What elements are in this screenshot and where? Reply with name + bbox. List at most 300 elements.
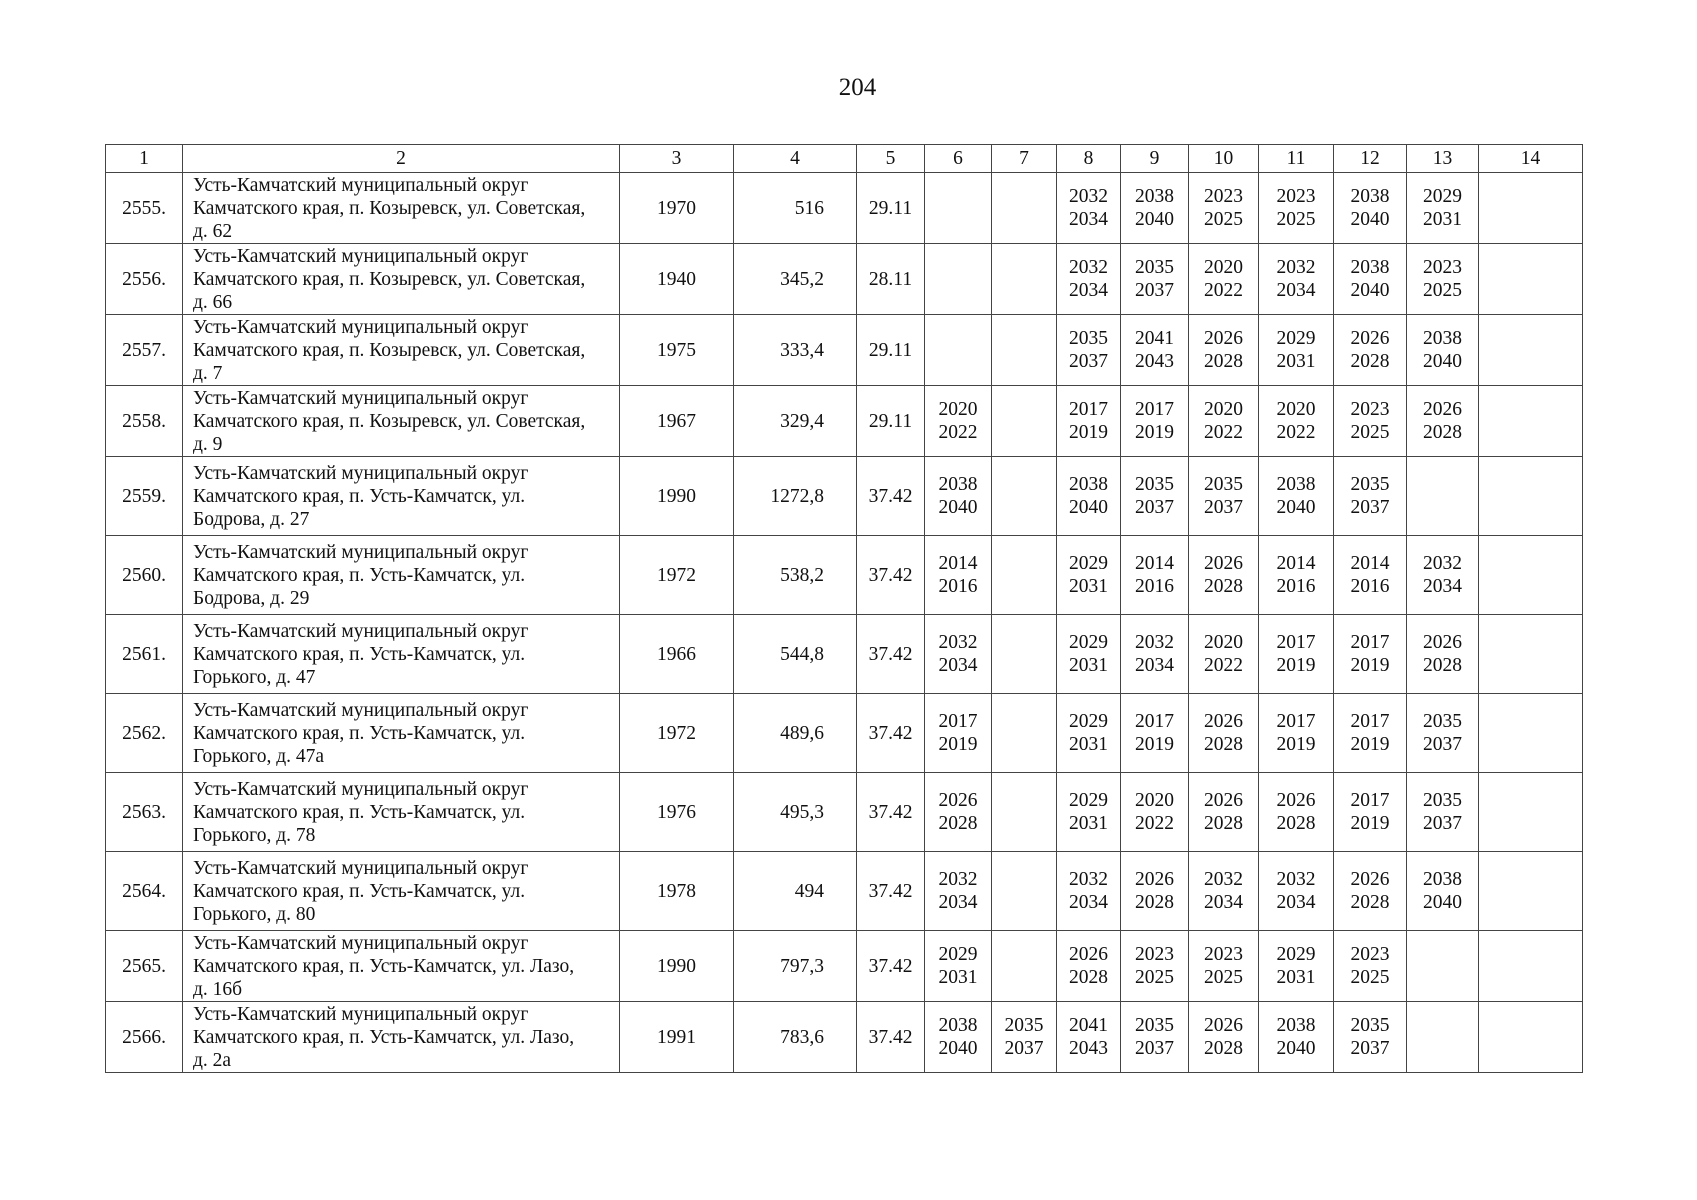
address-line: Камчатского края, п. Козыревск, ул. Советская,: [193, 410, 586, 432]
period-year: 2022: [938, 422, 978, 443]
address-line: Усть-Камчатский муниципальный округ: [193, 932, 529, 954]
period-year: 2034: [1276, 892, 1316, 913]
row-number-cell: 2556.: [106, 244, 183, 315]
row-number-cell: 2560.: [106, 536, 183, 615]
period-cell-c12: [1334, 615, 1407, 694]
period-cell-c13: [1407, 694, 1479, 773]
row-number-cell: 2563.: [106, 773, 183, 852]
period-cell-c10: [1189, 615, 1259, 694]
period-cell-c9: [1121, 1002, 1189, 1073]
period-year: 2037: [1004, 1038, 1044, 1059]
wear-cell: 29.11: [857, 386, 925, 457]
period-year: 2038: [1276, 1015, 1316, 1036]
period-year: 2029: [1069, 711, 1108, 732]
period-year: 2026: [1204, 328, 1243, 349]
area-cell: 797,3: [734, 931, 857, 1002]
period-cell-c10: [1189, 694, 1259, 773]
period-cell-c8: [1057, 1002, 1121, 1073]
period-year: 2037: [1204, 497, 1243, 518]
address-cell: [183, 386, 620, 457]
period-year: 2022: [1204, 280, 1243, 301]
address-line: Камчатского края, п. Усть-Камчатск, ул.: [193, 564, 526, 586]
period-year: 2041: [1135, 328, 1174, 349]
period-year: 2026: [1276, 790, 1316, 811]
period-year: 2040: [1069, 497, 1108, 518]
period-year: 2038: [1423, 869, 1462, 890]
period-year: 2028: [1204, 1038, 1243, 1059]
period-cell-c13: [1407, 244, 1479, 315]
period-year: 2019: [1350, 734, 1390, 755]
address-cell: [183, 852, 620, 931]
period-year: 2035: [1135, 257, 1174, 278]
period-year: 2037: [1350, 1038, 1390, 1059]
period-year: 2025: [1204, 967, 1243, 988]
period-year: 2031: [1276, 967, 1316, 988]
empty-cell-14: [1479, 173, 1583, 244]
empty-cell-14: [1479, 315, 1583, 386]
period-year: 2017: [1135, 711, 1174, 732]
period-cell-c10: [1189, 457, 1259, 536]
period-year: 2025: [1276, 209, 1316, 230]
period-year: 2038: [1069, 474, 1108, 495]
period-cell-c13: [1407, 315, 1479, 386]
address-line: Камчатского края, п. Усть-Камчатск, ул.: [193, 801, 526, 823]
period-year: 2040: [938, 497, 978, 518]
table-row: [106, 173, 1583, 244]
period-year: 2014: [938, 553, 978, 574]
period-year: 2031: [1069, 734, 1108, 755]
empty-cell-14: [1479, 536, 1583, 615]
period-year: 2043: [1135, 351, 1174, 372]
period-year: 2032: [1423, 553, 1462, 574]
table-row: [106, 852, 1583, 931]
period-year: 2026: [1350, 328, 1390, 349]
period-cell-c8: [1057, 386, 1121, 457]
period-cell-c6: [925, 773, 992, 852]
address-cell: [183, 773, 620, 852]
period-cell-c6: [925, 694, 992, 773]
empty-cell-14: [1479, 694, 1583, 773]
period-cell-c9: [1121, 315, 1189, 386]
address-line: Усть-Камчатский муниципальный округ: [193, 1003, 529, 1025]
period-year: 2019: [1135, 422, 1174, 443]
period-year: 2029: [1276, 328, 1316, 349]
period-cell-c13: [1407, 931, 1479, 1002]
period-cell-c8: [1057, 173, 1121, 244]
wear-cell: 37.42: [857, 773, 925, 852]
address-line: Усть-Камчатский муниципальный округ: [193, 316, 529, 338]
wear-cell: 28.11: [857, 244, 925, 315]
period-year: 2023: [1350, 399, 1390, 420]
column-header: 14: [1479, 145, 1583, 173]
address-line: д. 2а: [193, 1049, 232, 1071]
period-cell-c8: [1057, 244, 1121, 315]
period-cell-c10: [1189, 244, 1259, 315]
period-cell-c11: [1259, 1002, 1334, 1073]
period-cell-c13: [1407, 852, 1479, 931]
address-line: Камчатского края, п. Усть-Камчатск, ул.: [193, 485, 526, 507]
period-cell-c12: [1334, 931, 1407, 1002]
period-cell-c13: [1407, 773, 1479, 852]
period-year: 2032: [1204, 869, 1243, 890]
area-cell: 544,8: [734, 615, 857, 694]
period-year: 2020: [938, 399, 978, 420]
period-cell-c8: [1057, 931, 1121, 1002]
period-cell-c6: [925, 536, 992, 615]
period-year: 2017: [938, 711, 978, 732]
address-cell: [183, 615, 620, 694]
period-cell-c6: [925, 244, 992, 315]
period-year: 2032: [1135, 632, 1174, 653]
period-year: 2031: [1276, 351, 1316, 372]
address-line: Усть-Камчатский муниципальный округ: [193, 387, 529, 409]
period-year: 2034: [1276, 280, 1316, 301]
period-cell-c10: [1189, 931, 1259, 1002]
address-line: Усть-Камчатский муниципальный округ: [193, 174, 529, 196]
period-year: 2022: [1135, 813, 1174, 834]
empty-cell-14: [1479, 1002, 1583, 1073]
year-built-cell: 1990: [620, 931, 734, 1002]
period-year: 2020: [1204, 632, 1243, 653]
period-year: 2028: [938, 813, 978, 834]
period-year: 2023: [1276, 186, 1316, 207]
period-cell-c8: [1057, 457, 1121, 536]
column-header: 7: [992, 145, 1057, 173]
area-cell: 329,4: [734, 386, 857, 457]
period-year: 2035: [1350, 474, 1390, 495]
address-line: Усть-Камчатский муниципальный округ: [193, 778, 529, 800]
period-cell-c11: [1259, 536, 1334, 615]
period-year: 2025: [1423, 280, 1462, 301]
empty-cell-14: [1479, 931, 1583, 1002]
address-cell: [183, 694, 620, 773]
empty-cell-14: [1479, 852, 1583, 931]
year-built-cell: 1978: [620, 852, 734, 931]
period-cell-c10: [1189, 852, 1259, 931]
wear-cell: 37.42: [857, 852, 925, 931]
column-header: 5: [857, 145, 925, 173]
address-line: Камчатского края, п. Усть-Камчатск, ул.: [193, 722, 526, 744]
period-cell-c6: [925, 173, 992, 244]
period-year: 2032: [938, 869, 978, 890]
period-cell-c7: [992, 536, 1057, 615]
period-year: 2020: [1135, 790, 1174, 811]
period-cell-c11: [1259, 773, 1334, 852]
period-year: 2032: [1276, 869, 1316, 890]
address-cell: [183, 173, 620, 244]
empty-cell-14: [1479, 773, 1583, 852]
area-cell: 494: [734, 852, 857, 931]
wear-cell: 37.42: [857, 694, 925, 773]
address-line: Камчатского края, п. Козыревск, ул. Советская,: [193, 339, 586, 361]
wear-cell: 29.11: [857, 173, 925, 244]
row-number-cell: 2558.: [106, 386, 183, 457]
period-year: 2035: [1004, 1015, 1044, 1036]
table-row: [106, 773, 1583, 852]
period-year: 2035: [1135, 474, 1174, 495]
wear-cell: 37.42: [857, 536, 925, 615]
period-cell-c7: [992, 615, 1057, 694]
period-year: 2038: [938, 474, 978, 495]
year-built-cell: 1975: [620, 315, 734, 386]
year-built-cell: 1976: [620, 773, 734, 852]
row-number-cell: 2566.: [106, 1002, 183, 1073]
period-year: 2037: [1423, 813, 1462, 834]
period-cell-c13: [1407, 386, 1479, 457]
area-cell: 489,6: [734, 694, 857, 773]
address-line: Горького, д. 78: [193, 824, 316, 846]
period-year: 2023: [1204, 186, 1243, 207]
year-built-cell: 1972: [620, 536, 734, 615]
area-cell: 783,6: [734, 1002, 857, 1073]
period-cell-c6: [925, 386, 992, 457]
row-number-cell: 2557.: [106, 315, 183, 386]
address-line: Камчатского края, п. Усть-Камчатск, ул.: [193, 880, 526, 902]
period-year: 2028: [1276, 813, 1316, 834]
area-cell: 345,2: [734, 244, 857, 315]
area-cell: 333,4: [734, 315, 857, 386]
period-year: 2028: [1204, 734, 1243, 755]
period-cell-c9: [1121, 773, 1189, 852]
address-line: Горького, д. 47а: [193, 745, 325, 767]
column-header: 2: [183, 145, 620, 173]
period-year: 2019: [1350, 655, 1390, 676]
period-cell-c9: [1121, 694, 1189, 773]
period-cell-c10: [1189, 173, 1259, 244]
year-built-cell: 1990: [620, 457, 734, 536]
period-cell-c9: [1121, 244, 1189, 315]
period-year: 2020: [1276, 399, 1316, 420]
period-cell-c10: [1189, 315, 1259, 386]
year-built-cell: 1967: [620, 386, 734, 457]
period-cell-c11: [1259, 315, 1334, 386]
period-year: 2029: [1069, 553, 1108, 574]
period-cell-c9: [1121, 615, 1189, 694]
period-cell-c13: [1407, 173, 1479, 244]
period-year: 2016: [938, 576, 978, 597]
period-year: 2025: [1135, 967, 1174, 988]
empty-cell-14: [1479, 457, 1583, 536]
period-year: 2026: [938, 790, 978, 811]
period-cell-c11: [1259, 244, 1334, 315]
period-year: 2028: [1204, 351, 1243, 372]
area-cell: 538,2: [734, 536, 857, 615]
period-year: 2037: [1350, 497, 1390, 518]
period-cell-c7: [992, 773, 1057, 852]
row-number-cell: 2565.: [106, 931, 183, 1002]
period-year: 2034: [938, 655, 978, 676]
period-year: 2026: [1135, 869, 1174, 890]
period-year: 2029: [1423, 186, 1462, 207]
address-line: Камчатского края, п. Усть-Камчатск, ул.: [193, 643, 526, 665]
period-year: 2038: [938, 1015, 978, 1036]
period-year: 2022: [1204, 655, 1243, 676]
area-cell: 1272,8: [734, 457, 857, 536]
wear-cell: 37.42: [857, 931, 925, 1002]
period-year: 2026: [1204, 790, 1243, 811]
period-cell-c8: [1057, 773, 1121, 852]
period-cell-c8: [1057, 615, 1121, 694]
period-cell-c13: [1407, 1002, 1479, 1073]
period-cell-c11: [1259, 173, 1334, 244]
period-cell-c12: [1334, 173, 1407, 244]
period-year: 2020: [1204, 257, 1243, 278]
period-year: 2019: [1350, 813, 1390, 834]
period-cell-c11: [1259, 931, 1334, 1002]
period-year: 2025: [1204, 209, 1243, 230]
period-year: 2032: [1069, 257, 1108, 278]
year-built-cell: 1970: [620, 173, 734, 244]
period-year: 2025: [1350, 967, 1390, 988]
period-cell-c11: [1259, 852, 1334, 931]
table-row: [106, 386, 1583, 457]
period-year: 2017: [1135, 399, 1174, 420]
address-line: Усть-Камчатский муниципальный округ: [193, 857, 529, 879]
period-year: 2025: [1350, 422, 1390, 443]
column-header: 8: [1057, 145, 1121, 173]
area-cell: 495,3: [734, 773, 857, 852]
period-year: 2037: [1135, 497, 1174, 518]
period-year: 2026: [1350, 869, 1390, 890]
period-year: 2028: [1204, 576, 1243, 597]
address-line: Камчатского края, п. Козыревск, ул. Советская,: [193, 268, 586, 290]
period-year: 2026: [1423, 632, 1462, 653]
period-cell-c7: [992, 457, 1057, 536]
period-year: 2020: [1204, 399, 1243, 420]
period-year: 2041: [1069, 1015, 1108, 1036]
period-year: 2035: [1135, 1015, 1174, 1036]
period-year: 2035: [1423, 711, 1462, 732]
wear-cell: 37.42: [857, 1002, 925, 1073]
period-year: 2028: [1423, 422, 1462, 443]
period-year: 2014: [1276, 553, 1316, 574]
period-year: 2031: [1423, 209, 1462, 230]
column-header: 9: [1121, 145, 1189, 173]
period-year: 2035: [1423, 790, 1462, 811]
table-row: [106, 931, 1583, 1002]
period-cell-c12: [1334, 1002, 1407, 1073]
wear-cell: 29.11: [857, 315, 925, 386]
period-cell-c10: [1189, 386, 1259, 457]
period-cell-c6: [925, 1002, 992, 1073]
period-cell-c9: [1121, 536, 1189, 615]
period-year: 2028: [1423, 655, 1462, 676]
wear-cell: 37.42: [857, 457, 925, 536]
period-year: 2032: [938, 632, 978, 653]
period-cell-c9: [1121, 386, 1189, 457]
address-line: д. 7: [193, 362, 223, 384]
period-year: 2031: [1069, 813, 1108, 834]
table-row: [106, 244, 1583, 315]
address-line: д. 9: [193, 433, 223, 455]
period-cell-c13: [1407, 457, 1479, 536]
period-year: 2028: [1350, 892, 1390, 913]
period-year: 2040: [1276, 1038, 1316, 1059]
period-year: 2038: [1350, 186, 1390, 207]
period-year: 2017: [1276, 632, 1316, 653]
year-built-cell: 1972: [620, 694, 734, 773]
wear-cell: 37.42: [857, 615, 925, 694]
period-cell-c12: [1334, 457, 1407, 536]
period-cell-c6: [925, 457, 992, 536]
period-year: 2034: [1423, 576, 1462, 597]
period-year: 2028: [1069, 967, 1108, 988]
column-header: 11: [1259, 145, 1334, 173]
area-cell: 516: [734, 173, 857, 244]
period-year: 2014: [1135, 553, 1174, 574]
period-year: 2029: [1069, 790, 1108, 811]
row-number-cell: 2555.: [106, 173, 183, 244]
period-year: 2035: [1350, 1015, 1390, 1036]
address-line: Горького, д. 47: [193, 666, 316, 688]
period-year: 2040: [1135, 209, 1174, 230]
period-year: 2019: [938, 734, 978, 755]
period-year: 2034: [1069, 209, 1108, 230]
period-year: 2038: [1423, 328, 1462, 349]
period-year: 2029: [938, 944, 978, 965]
period-year: 2031: [938, 967, 978, 988]
period-cell-c6: [925, 931, 992, 1002]
period-year: 2026: [1423, 399, 1462, 420]
period-year: 2029: [1276, 944, 1316, 965]
empty-cell-14: [1479, 615, 1583, 694]
period-year: 2034: [1135, 655, 1174, 676]
period-year: 2034: [1069, 280, 1108, 301]
address-line: Бодрова, д. 29: [193, 587, 310, 609]
address-line: Усть-Камчатский муниципальный округ: [193, 462, 529, 484]
period-year: 2014: [1350, 553, 1390, 574]
period-year: 2026: [1069, 944, 1108, 965]
address-line: Усть-Камчатский муниципальный округ: [193, 541, 529, 563]
period-year: 2040: [1423, 892, 1462, 913]
period-year: 2023: [1135, 944, 1174, 965]
period-year: 2017: [1276, 711, 1316, 732]
period-year: 2019: [1276, 734, 1316, 755]
period-cell-c12: [1334, 773, 1407, 852]
period-cell-c6: [925, 852, 992, 931]
period-year: 2038: [1276, 474, 1316, 495]
period-year: 2029: [1069, 632, 1108, 653]
address-cell: [183, 536, 620, 615]
address-line: Камчатского края, п. Козыревск, ул. Советская,: [193, 197, 586, 219]
period-cell-c7: [992, 173, 1057, 244]
period-year: 2019: [1069, 422, 1108, 443]
period-year: 2022: [1276, 422, 1316, 443]
period-cell-c9: [1121, 931, 1189, 1002]
period-cell-c6: [925, 315, 992, 386]
column-header: 4: [734, 145, 857, 173]
address-line: Камчатского края, п. Усть-Камчатск, ул. Лазо,: [193, 1026, 575, 1048]
address-line: Усть-Камчатский муниципальный округ: [193, 245, 529, 267]
period-cell-c8: [1057, 852, 1121, 931]
table-row: [106, 315, 1583, 386]
period-year: 2034: [1069, 892, 1108, 913]
period-year: 2023: [1350, 944, 1390, 965]
period-cell-c7: [992, 244, 1057, 315]
page-number: 204: [838, 74, 877, 101]
column-header: 10: [1189, 145, 1259, 173]
period-cell-c12: [1334, 244, 1407, 315]
address-line: Бодрова, д. 27: [193, 508, 310, 530]
period-year: 2026: [1204, 1015, 1243, 1036]
period-cell-c12: [1334, 536, 1407, 615]
period-cell-c7: [992, 1002, 1057, 1073]
period-cell-c10: [1189, 1002, 1259, 1073]
address-line: д. 62: [193, 220, 233, 242]
period-cell-c13: [1407, 615, 1479, 694]
year-built-cell: 1940: [620, 244, 734, 315]
period-year: 2026: [1204, 711, 1243, 732]
